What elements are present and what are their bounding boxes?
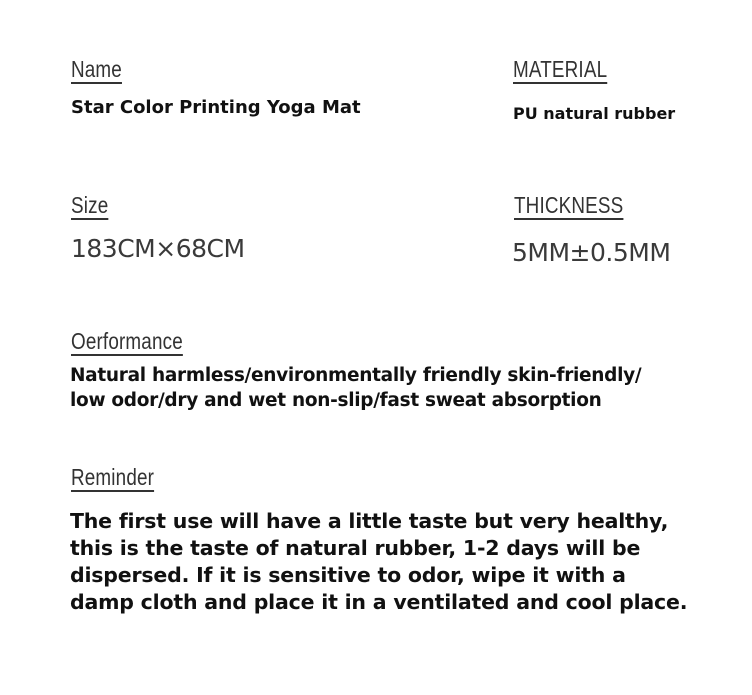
performance-line: low odor/dry and wet non-slip/fast sweat absorption <box>70 390 602 411</box>
size-heading: Size <box>71 192 109 218</box>
thickness-heading: THICKNESS <box>514 192 624 218</box>
material-heading: MATERIAL <box>513 56 608 82</box>
reminder-line: damp cloth and place it in a ventilated and cool place. <box>70 590 688 614</box>
performance-heading: Oerformance <box>71 328 183 354</box>
reminder-description <box>70 508 687 616</box>
reminder-heading: Reminder <box>71 464 155 490</box>
thickness-value: 5MM±0.5MM <box>512 238 671 267</box>
product-name-value: Star Color Printing Yoga Mat <box>71 97 361 118</box>
performance-description <box>70 363 641 413</box>
size-value: 183CM×68CM <box>71 234 245 263</box>
performance-line: Natural harmless/environmentally friendly skin-friendly/ <box>70 365 642 386</box>
reminder-line: this is the taste of natural rubber, 1-2 days will be <box>70 536 641 560</box>
material-value: PU natural rubber <box>513 104 676 123</box>
reminder-line: The first use will have a little taste but very healthy, <box>70 509 669 533</box>
name-heading: Name <box>71 56 122 82</box>
reminder-line: dispersed. If it is sensitive to odor, wipe it with a <box>70 563 626 587</box>
